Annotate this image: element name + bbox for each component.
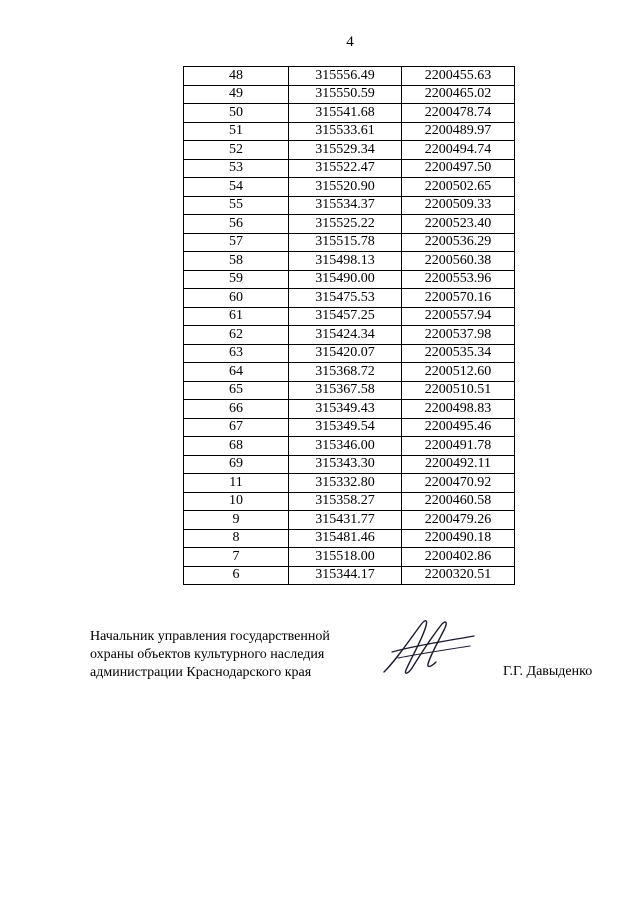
x-coordinate-cell: 315346.00	[289, 437, 402, 456]
point-number-cell: 68	[184, 437, 289, 456]
table-row	[184, 492, 515, 511]
y-coordinate-cell: 2200455.63	[402, 67, 515, 86]
table-row	[184, 529, 515, 548]
y-coordinate-cell: 2200479.26	[402, 511, 515, 530]
y-coordinate-cell: 2200490.18	[402, 529, 515, 548]
signer-name: Г.Г. Давыденко	[503, 664, 593, 679]
y-coordinate-cell: 2200502.65	[402, 178, 515, 197]
table-row	[184, 548, 515, 567]
coordinates-table-body	[184, 67, 515, 585]
point-number-cell: 10	[184, 492, 289, 511]
x-coordinate-cell: 315490.00	[289, 270, 402, 289]
point-number-cell: 67	[184, 418, 289, 437]
x-coordinate-cell: 315481.46	[289, 529, 402, 548]
point-number-cell: 9	[184, 511, 289, 530]
point-number-cell: 57	[184, 233, 289, 252]
point-number-cell: 63	[184, 344, 289, 363]
table-row	[184, 474, 515, 493]
point-number-cell: 65	[184, 381, 289, 400]
signer-title	[90, 628, 330, 682]
point-number-cell: 54	[184, 178, 289, 197]
x-coordinate-cell: 315358.27	[289, 492, 402, 511]
point-number-cell: 66	[184, 400, 289, 419]
table-row	[184, 159, 515, 178]
table-row	[184, 400, 515, 419]
table-row	[184, 85, 515, 104]
y-coordinate-cell: 2200553.96	[402, 270, 515, 289]
point-number-cell: 11	[184, 474, 289, 493]
table-row	[184, 381, 515, 400]
y-coordinate-cell: 2200535.34	[402, 344, 515, 363]
table-row	[184, 252, 515, 271]
x-coordinate-cell: 315525.22	[289, 215, 402, 234]
point-number-cell: 51	[184, 122, 289, 141]
table-row	[184, 363, 515, 382]
table-row	[184, 196, 515, 215]
table-row	[184, 67, 515, 86]
point-number-cell: 55	[184, 196, 289, 215]
y-coordinate-cell: 2200523.40	[402, 215, 515, 234]
table-row	[184, 270, 515, 289]
handwritten-signature-icon	[378, 612, 478, 682]
table-row	[184, 122, 515, 141]
point-number-cell: 48	[184, 67, 289, 86]
x-coordinate-cell: 315424.34	[289, 326, 402, 345]
y-coordinate-cell: 2200465.02	[402, 85, 515, 104]
y-coordinate-cell: 2200320.51	[402, 566, 515, 585]
table-row	[184, 326, 515, 345]
signer-title-line: Начальник управления государственной	[90, 629, 330, 644]
y-coordinate-cell: 2200570.16	[402, 289, 515, 308]
x-coordinate-cell: 315431.77	[289, 511, 402, 530]
table-row	[184, 307, 515, 326]
x-coordinate-cell: 315534.37	[289, 196, 402, 215]
point-number-cell: 52	[184, 141, 289, 160]
signer-title-line: администрации Краснодарского края	[90, 665, 312, 680]
x-coordinate-cell: 315515.78	[289, 233, 402, 252]
y-coordinate-cell: 2200557.94	[402, 307, 515, 326]
x-coordinate-cell: 315550.59	[289, 85, 402, 104]
point-number-cell: 56	[184, 215, 289, 234]
x-coordinate-cell: 315349.54	[289, 418, 402, 437]
y-coordinate-cell: 2200510.51	[402, 381, 515, 400]
x-coordinate-cell: 315533.61	[289, 122, 402, 141]
x-coordinate-cell: 315475.53	[289, 289, 402, 308]
x-coordinate-cell: 315420.07	[289, 344, 402, 363]
point-number-cell: 8	[184, 529, 289, 548]
x-coordinate-cell: 315344.17	[289, 566, 402, 585]
y-coordinate-cell: 2200460.58	[402, 492, 515, 511]
x-coordinate-cell: 315518.00	[289, 548, 402, 567]
y-coordinate-cell: 2200491.78	[402, 437, 515, 456]
x-coordinate-cell: 315332.80	[289, 474, 402, 493]
y-coordinate-cell: 2200497.50	[402, 159, 515, 178]
y-coordinate-cell: 2200478.74	[402, 104, 515, 123]
coordinates-table	[183, 66, 515, 585]
table-row	[184, 344, 515, 363]
point-number-cell: 58	[184, 252, 289, 271]
table-row	[184, 141, 515, 160]
x-coordinate-cell: 315343.30	[289, 455, 402, 474]
x-coordinate-cell: 315556.49	[289, 67, 402, 86]
y-coordinate-cell: 2200509.33	[402, 196, 515, 215]
x-coordinate-cell: 315349.43	[289, 400, 402, 419]
y-coordinate-cell: 2200537.98	[402, 326, 515, 345]
signer-title-line: охраны объектов культурного наследия	[90, 647, 325, 662]
point-number-cell: 6	[184, 566, 289, 585]
y-coordinate-cell: 2200489.97	[402, 122, 515, 141]
y-coordinate-cell: 2200498.83	[402, 400, 515, 419]
point-number-cell: 64	[184, 363, 289, 382]
point-number-cell: 61	[184, 307, 289, 326]
x-coordinate-cell: 315367.58	[289, 381, 402, 400]
point-number-cell: 69	[184, 455, 289, 474]
y-coordinate-cell: 2200536.29	[402, 233, 515, 252]
table-row	[184, 511, 515, 530]
table-row	[184, 289, 515, 308]
point-number-cell: 49	[184, 85, 289, 104]
x-coordinate-cell: 315520.90	[289, 178, 402, 197]
table-row	[184, 215, 515, 234]
y-coordinate-cell: 2200495.46	[402, 418, 515, 437]
table-row	[184, 233, 515, 252]
y-coordinate-cell: 2200470.92	[402, 474, 515, 493]
point-number-cell: 62	[184, 326, 289, 345]
page-number: 4	[346, 34, 354, 50]
x-coordinate-cell: 315541.68	[289, 104, 402, 123]
y-coordinate-cell: 2200512.60	[402, 363, 515, 382]
table-row	[184, 178, 515, 197]
x-coordinate-cell: 315529.34	[289, 141, 402, 160]
point-number-cell: 60	[184, 289, 289, 308]
y-coordinate-cell: 2200492.11	[402, 455, 515, 474]
point-number-cell: 59	[184, 270, 289, 289]
table-row	[184, 566, 515, 585]
table-row	[184, 418, 515, 437]
x-coordinate-cell: 315368.72	[289, 363, 402, 382]
x-coordinate-cell: 315522.47	[289, 159, 402, 178]
y-coordinate-cell: 2200402.86	[402, 548, 515, 567]
x-coordinate-cell: 315457.25	[289, 307, 402, 326]
y-coordinate-cell: 2200560.38	[402, 252, 515, 271]
table-row	[184, 455, 515, 474]
x-coordinate-cell: 315498.13	[289, 252, 402, 271]
table-row	[184, 104, 515, 123]
table-row	[184, 437, 515, 456]
point-number-cell: 50	[184, 104, 289, 123]
point-number-cell: 53	[184, 159, 289, 178]
point-number-cell: 7	[184, 548, 289, 567]
y-coordinate-cell: 2200494.74	[402, 141, 515, 160]
